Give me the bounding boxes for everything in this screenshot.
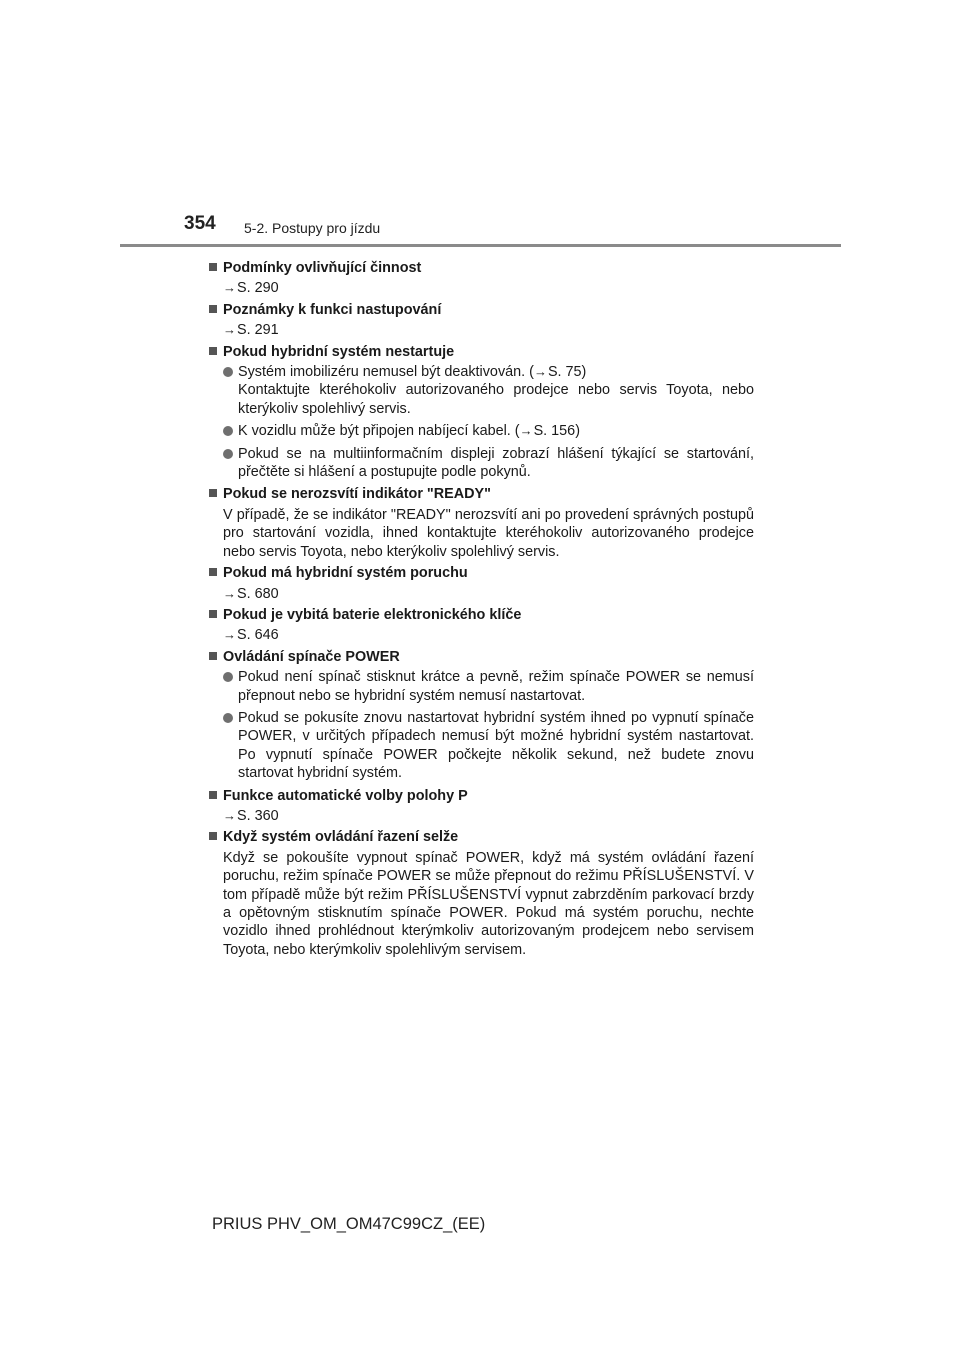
square-bullet-icon <box>209 832 217 840</box>
section-heading: Ovládání spínače POWER <box>209 648 754 666</box>
square-bullet-icon <box>209 610 217 618</box>
page-reference: S. 75 <box>547 364 582 381</box>
page-content <box>209 256 754 962</box>
square-bullet-icon <box>209 791 217 799</box>
page-number: 354 <box>184 213 216 234</box>
paragraph: Když se pokoušíte vypnout spínač POWER, když má systém ovládání řazení poruchu, režim spínače POWER se může přepnout do režimu PŘÍSLUŠENSTVÍ. V tom případě může být režim PŘÍSLUŠENSTVÍ vypnut zabrzděním parkovací brzdy a opětovným stisknutím spínače POWER. Pokud má systém poruchu, nechte vozidlo ihned prohlédnout kterýmkoliv autorizovaným prodejcem nebo servisem Toyota, nebo kterýmkoliv spolehlivým servisem. <box>223 849 754 958</box>
square-bullet-icon <box>209 489 217 497</box>
bullet-item: Pokud se na multiinformačním displeji zobrazí hlášení týkající se startování, přečtěte si hlášení a postupujte podle pokynů. <box>209 445 754 482</box>
arrow-right-icon: → <box>533 364 547 380</box>
page-reference: →S. 646 <box>223 627 279 644</box>
bullet-item: Pokud není spínač stisknut krátce a pevně, režim spínače POWER se nemusí přepnout nebo se hybridní systém nemusí nastartovat. <box>209 668 754 705</box>
section-heading: Pokud má hybridní systém poruchu <box>209 564 754 582</box>
page-header <box>0 0 960 250</box>
arrow-right-icon: → <box>223 280 236 296</box>
section-heading: Když systém ovládání řazení selže <box>209 828 754 846</box>
arrow-right-icon: → <box>519 423 533 439</box>
square-bullet-icon <box>209 347 217 355</box>
page-reference: →S. 291 <box>223 322 279 339</box>
section-heading: Pokud se nerozsvítí indikátor "READY" <box>209 485 754 503</box>
document-code: PRIUS PHV_OM_OM47C99CZ_(EE) <box>212 1215 486 1233</box>
circle-bullet-icon <box>223 426 233 436</box>
page-reference: →S. 680 <box>223 585 279 602</box>
header-divider <box>120 244 841 247</box>
square-bullet-icon <box>209 263 217 271</box>
arrow-right-icon: → <box>223 585 236 601</box>
square-bullet-icon <box>209 305 217 313</box>
section-heading: Podmínky ovlivňující činnost <box>209 259 754 277</box>
section-title: 5-2. Postupy pro jízdu <box>244 220 381 236</box>
circle-bullet-icon <box>223 672 233 682</box>
page-reference: →S. 360 <box>223 807 279 824</box>
arrow-right-icon: → <box>223 807 236 823</box>
circle-bullet-icon <box>223 367 233 377</box>
section-heading: Pokud hybridní systém nestartuje <box>209 343 754 361</box>
page-reference: S. 156 <box>533 423 576 440</box>
arrow-right-icon: → <box>223 322 236 338</box>
section-heading: Funkce automatické volby polohy P <box>209 787 754 805</box>
section-heading: Pokud je vybitá baterie elektronického klíče <box>209 606 754 624</box>
paragraph: V případě, že se indikátor "READY" nerozsvítí ani po provedení správných postupů pro startování vozidla, ihned kontaktujte kteréhokoliv autorizovaného prodejce nebo servis Toyota, nebo kterýkoliv spolehlivý servis. <box>223 506 754 560</box>
bullet-item: K vozidlu může být připojen nabíjecí kabel. (→S. 156) <box>209 422 754 440</box>
bullet-item: Systém imobilizéru nemusel být deaktivován. (→S. 75) Kontaktujte kteréhokoliv autorizovaného prodejce nebo servis Toyota, nebo kterýkoliv spolehlivý servis. <box>209 363 754 418</box>
arrow-right-icon: → <box>223 627 236 643</box>
bullet-item: Pokud se pokusíte znovu nastartovat hybridní systém ihned po vypnutí spínače POWER, v určitých případech nemusí být možné hybridní systém nastartovat. Po vypnutí spínače POWER počkejte několik sekund, než budete znovu startovat hybridní systém. <box>209 709 754 783</box>
circle-bullet-icon <box>223 713 233 723</box>
page-reference: →S. 290 <box>223 280 279 297</box>
section-heading: Poznámky k funkci nastupování <box>209 301 754 319</box>
square-bullet-icon <box>209 568 217 576</box>
square-bullet-icon <box>209 652 217 660</box>
circle-bullet-icon <box>223 449 233 459</box>
